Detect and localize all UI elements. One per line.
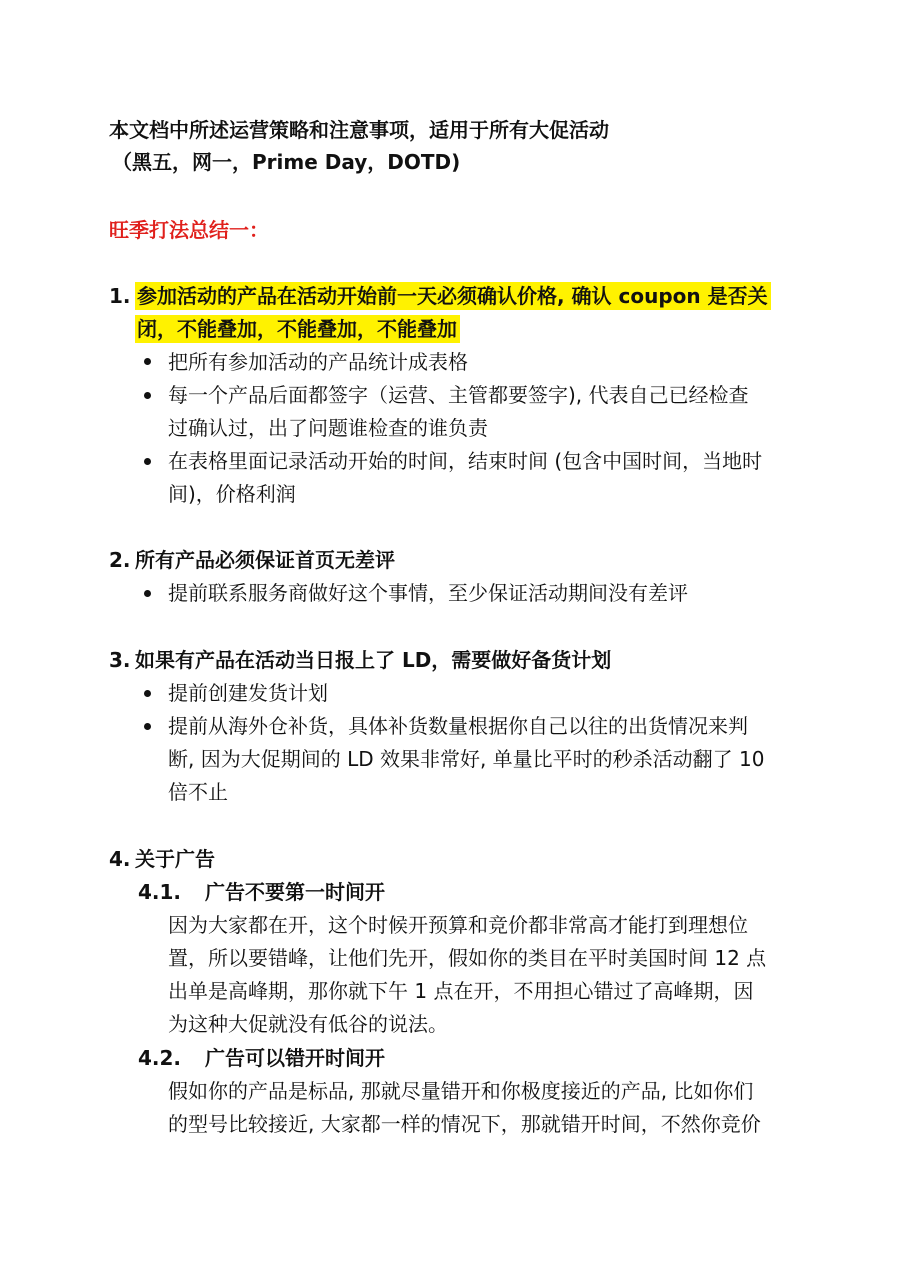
subsection-4-2-number: 4.2. (138, 1046, 182, 1070)
subsection-4-2-line-2: 的型号比较接近, 大家都一样的情况下，那就错开时间，不然你竞价 (168, 1112, 761, 1136)
section-1-bullet-2-line-2: 过确认过，出了问题谁检查的谁负责 (168, 416, 488, 440)
intro-line-2: （黑五，网一，Prime Day，DOTD) (112, 150, 461, 174)
subsection-4-1-line-4: 为这种大促就没有低谷的说法。 (168, 1012, 448, 1036)
bullet-dot-icon (144, 458, 151, 465)
section-4-title: 关于广告 (135, 847, 215, 871)
section-3-bullet-1: 提前创建发货计划 (168, 681, 328, 705)
subsection-4-1-title: 广告不要第一时间开 (205, 880, 385, 904)
bullet-dot-icon (144, 392, 151, 399)
section-3-bullet-2-line-1: 提前从海外仓补货，具体补货数量根据你自己以往的出货情况来判 (168, 714, 748, 738)
bullet-dot-icon (144, 590, 151, 597)
bullet-dot-icon (144, 358, 151, 365)
section-1-bullet-2-line-1: 每一个产品后面都签字（运营、主管都要签字), 代表自己已经检查 (168, 383, 749, 407)
section-4-number: 4. (109, 847, 131, 871)
section-1-title-line-1 (135, 282, 771, 310)
intro-line-1: 本文档中所述运营策略和注意事项，适用于所有大促活动 (109, 118, 609, 142)
section-1-bullet-1: 把所有参加活动的产品统计成表格 (168, 350, 468, 374)
section-3-number: 3. (109, 648, 131, 672)
section-1-title-highlight-1: 参加活动的产品在活动开始前一天必须确认价格, 确认 coupon 是否关 (135, 282, 771, 310)
section-3-bullet-2-line-3: 倍不止 (168, 780, 228, 804)
subsection-4-1-number: 4.1. (138, 880, 182, 904)
section-2-bullet-1: 提前联系服务商做好这个事情，至少保证活动期间没有差评 (168, 581, 688, 605)
section-3-bullet-2-line-2: 断, 因为大促期间的 LD 效果非常好, 单量比平时的秒杀活动翻了 10 (168, 747, 765, 771)
summary-title: 旺季打法总结一： (109, 218, 269, 242)
section-1-bullet-3-line-1: 在表格里面记录活动开始的时间，结束时间 (包含中国时间，当地时 (168, 449, 763, 473)
subsection-4-1-line-3: 出单是高峰期，那你就下午 1 点在开，不用担心错过了高峰期，因 (168, 979, 754, 1003)
section-2-number: 2. (109, 548, 131, 572)
subsection-4-2-line-1: 假如你的产品是标品, 那就尽量错开和你极度接近的产品, 比如你们 (168, 1079, 754, 1103)
bullet-dot-icon (144, 723, 151, 730)
subsection-4-2-title: 广告可以错开时间开 (205, 1046, 385, 1070)
subsection-4-1-line-1: 因为大家都在开，这个时候开预算和竞价都非常高才能打到理想位 (168, 913, 748, 937)
section-3-title: 如果有产品在活动当日报上了 LD，需要做好备货计划 (135, 648, 612, 672)
section-1-title-highlight-2: 闭，不能叠加，不能叠加，不能叠加 (135, 315, 460, 343)
section-1-number: 1. (109, 284, 131, 308)
section-1-bullet-3-line-2: 间)，价格利润 (168, 482, 296, 506)
section-1-title-line-2 (135, 315, 460, 343)
section-2-title: 所有产品必须保证首页无差评 (135, 548, 395, 572)
subsection-4-1-line-2: 置，所以要错峰，让他们先开，假如你的类目在平时美国时间 12 点 (168, 946, 767, 970)
bullet-dot-icon (144, 690, 151, 697)
